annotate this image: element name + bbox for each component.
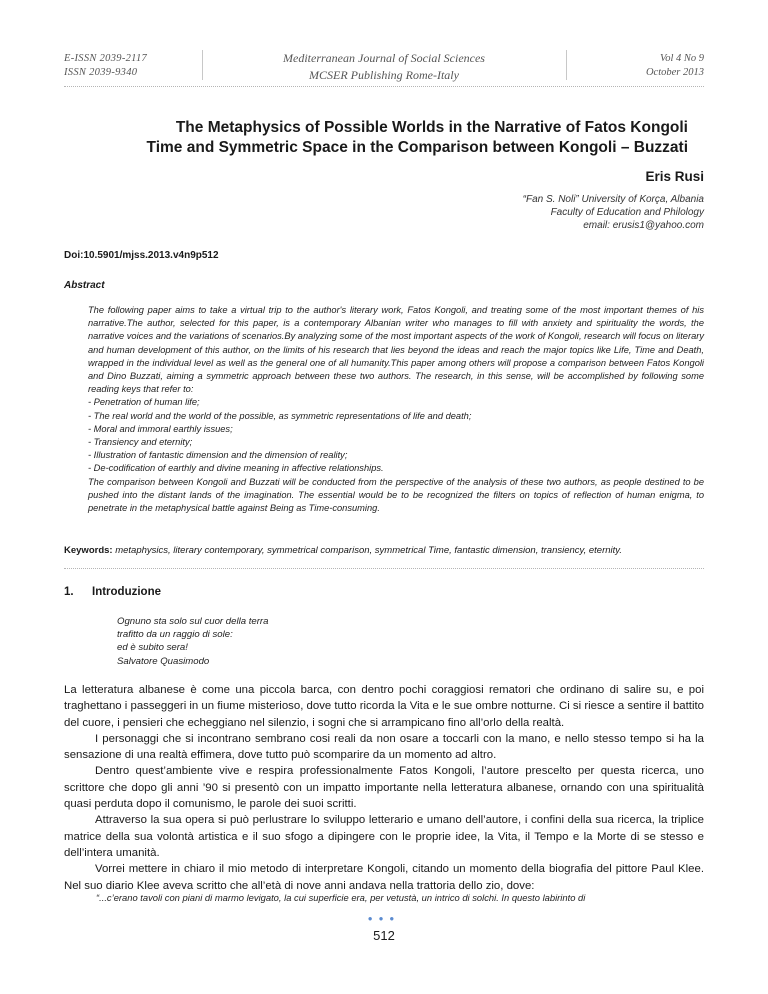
page-number: 512	[373, 928, 395, 943]
abstract-list-item: - Transiency and eternity;	[88, 437, 193, 448]
author-affiliation	[523, 193, 704, 232]
header-rule	[64, 86, 704, 87]
title-line-1: The Metaphysics of Possible Worlds in the Narrative of Fatos Kongoli	[175, 119, 688, 136]
epigraph-poem	[117, 615, 268, 668]
journal-name: Mediterranean Journal of Social Sciences	[283, 51, 485, 65]
journal-issn	[64, 52, 147, 80]
paragraph: Dentro quest’ambiente vive e respira professionalmente Fatos Kongoli, l’autore prescelto per questa ricerca, uno scrittore che dopo gli anni ’90 si presentò con un impatto importante nella letteratura albanese, ornando con una spiritualità quasi perduta dopo il comunismo, le parole dei suoi scritti.	[64, 765, 704, 811]
abstract-list-item: - Illustration of fantastic dimension and the dimension of reality;	[88, 450, 348, 461]
header-divider-right	[566, 50, 567, 80]
affiliation-faculty: Faculty of Education and Philology	[550, 207, 704, 218]
abstract-list-item: - The real world and the world of the possible, as symmetric representations of life and death;	[88, 410, 472, 421]
abstract-list-item: - Penetration of human life;	[88, 397, 200, 408]
section-heading	[64, 586, 161, 598]
paragraph: I personaggi che si incontrano sembrano cosi reali da non osare a toccarli con la mano, e nello stesso tempo si ha la sensazione di una realtà effimera, dove tutto può scomparire da un momento ad altro.	[64, 732, 704, 762]
keywords	[64, 545, 704, 556]
publisher-name: MCSER Publishing Rome-Italy	[309, 68, 459, 82]
abstract-body: The following paper aims to take a virtual trip to the author's literary work, Fatos Kongoli, and treating some of the most important themes of his narrative.The author, selected for this paper, is a contemporary Albanian writer who manages to fill with anxiety and spirituality the words, the narrative voices and the variations of scenarios.By analyzing some of the most important aspects of the work of Kongoli, research will focus on literary and human development of this author, on the limits of his research that lies beyond the ideas and reach the major topics like Life, Time and Death, wrapped in the individual level as well as the general one of all humanity.This paper among others will propose a comparison between Fatos Kongoli and Dino Buzzati, aiming a symmetric approach between these two authors. The research, in this sense, will be accomplished by following some reading keys that refer to:	[88, 305, 704, 395]
abstract-heading: Abstract	[64, 280, 105, 291]
poem-line: ed è subito sera!	[117, 642, 188, 654]
keywords-list: metaphysics, literary contemporary, symmetrical comparison, symmetrical Time, fantastic dimension, transiency, eternity.	[112, 545, 622, 556]
abstract	[88, 304, 704, 515]
body-text	[64, 682, 704, 894]
author-name: Eris Rusi	[645, 169, 704, 184]
paragraph: Vorrei mettere in chiaro il mio metodo di interpretare Kongoli, citando un momento della biografia del pittore Paul Klee. Nel suo diario Klee aveva scritto che all’età di nove anni andava nella trattoria dello zio, dove:	[64, 863, 704, 892]
keywords-label: Keywords:	[64, 545, 113, 556]
poem-line: trafitto da un raggio di sole:	[117, 629, 233, 641]
section-number: 1.	[64, 586, 74, 598]
page-dots-ornament: ●●●	[367, 914, 401, 923]
print-issn: ISSN 2039-9340	[64, 67, 138, 78]
paragraph: Attraverso la sua opera si può perlustrare lo sviluppo letterario e umano dell’autore, i confini della sua ricerca, la triplice matrice della sua volontà artistica e il suo sfogo a dipingere con le proprie idee, la Vita, il Tempo e la Morte di se stesso e dell’intera umanità.	[64, 814, 704, 859]
section-title: Introduzione	[92, 586, 161, 598]
issue-info	[646, 52, 704, 80]
paragraph: La letteratura albanese è come una piccola barca, con dentro pochi coraggiosi rematori che ordinano di salire su, e poi traghettano i passeggeri in un fiume misterioso, dove tutto ricorda la Vita e le sue ombre notturne. Ci si riesce a sentire il battito del cuore, i pensieri che echeggiano nel silenzio, i sogni che si arrampicano fino all’orlo della realtà.	[64, 684, 704, 729]
e-issn: E-ISSN 2039-2117	[64, 53, 148, 64]
block-quote: “...c’erano tavoli con piani di marmo levigato, la cui superficie era, per vetustà, un intrico di solchi. In questo labirinto di	[96, 892, 586, 903]
keywords-rule	[64, 568, 704, 569]
abstract-list-item: - De-codification of earthly and divine meaning in affective relationships.	[88, 463, 384, 474]
paper-title	[80, 118, 688, 158]
poem-line: Ognuno sta solo sul cuor della terra	[117, 616, 269, 627]
affiliation-university: “Fan S. Noli” University of Korça, Albania	[522, 194, 704, 205]
issue-date: October 2013	[645, 67, 704, 78]
affiliation-email[interactable]: email: erusis1@yahoo.com	[583, 220, 704, 231]
poem-attribution: Salvatore Quasimodo	[117, 655, 210, 667]
title-line-2: Time and Symmetric Space in the Comparison between Kongoli – Buzzati	[146, 139, 688, 156]
journal-masthead	[200, 50, 568, 84]
doi-link[interactable]: Doi:10.5901/mjss.2013.v4n9p512	[64, 250, 219, 261]
volume: Vol 4 No 9	[659, 53, 704, 64]
abstract-closing: The comparison between Kongoli and Buzzati will be conducted from the perspective of the analysis of these two authors, as people destined to be pushed into the distant lands of the imagination. The essential would be to be recognized the filters on topics of reflection of human enigma, to penetrate in the metaphysical battle against Being as Time-consuming.	[88, 476, 704, 514]
abstract-list-item: - Moral and immoral earthly issues;	[88, 423, 233, 434]
